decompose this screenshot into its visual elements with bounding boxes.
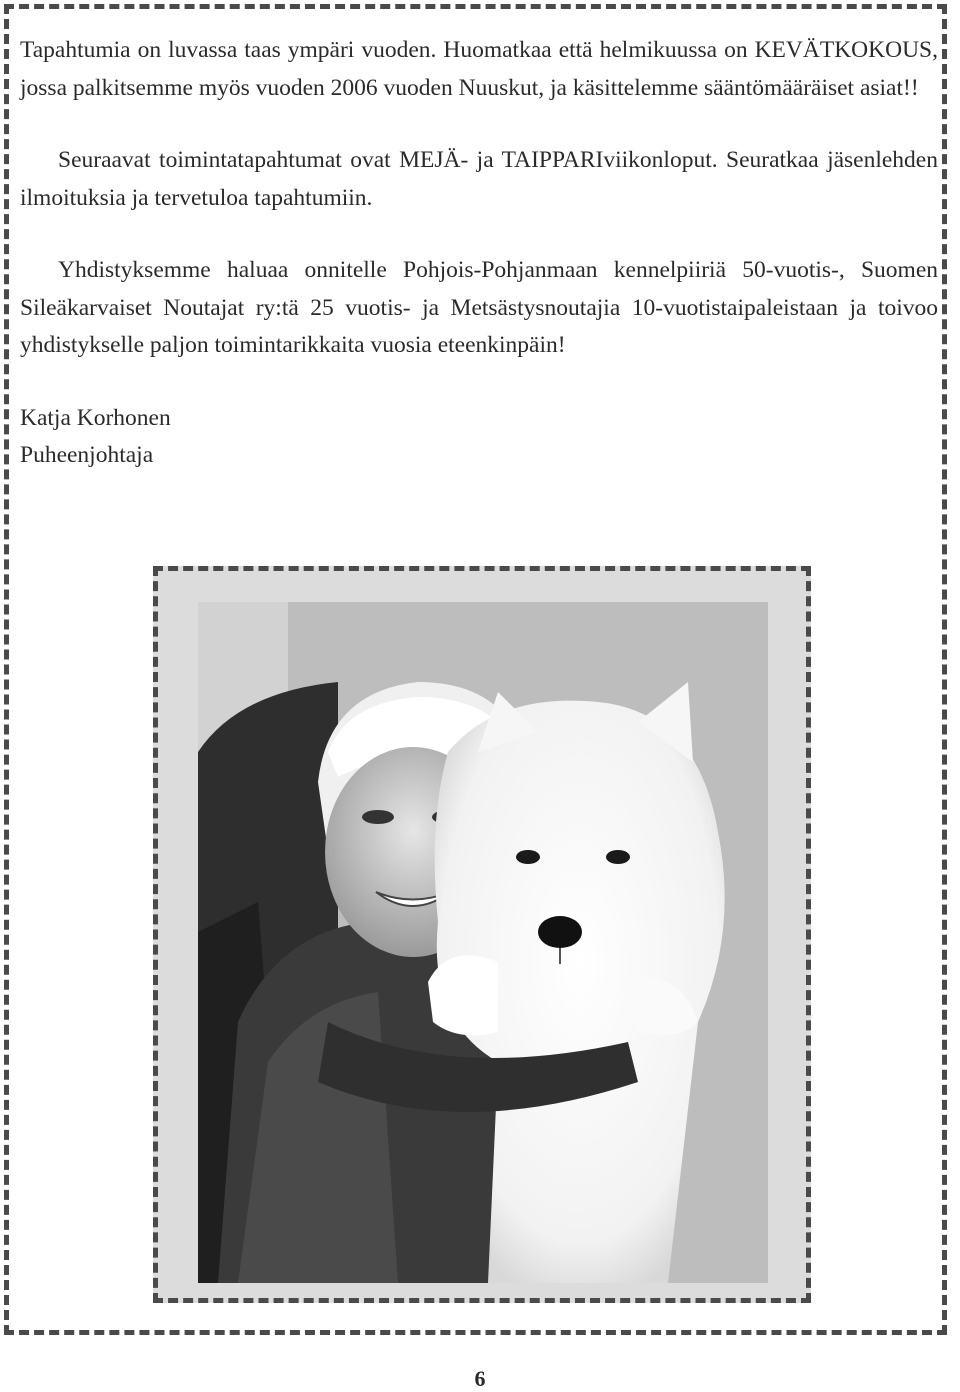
photo-illustration <box>198 602 768 1283</box>
paragraph-weekends: Seuraavat toimintatapahtumat ovat MEJÄ- ja TAIPPARIviikonloput. Seuratkaa jäsenlehden ilmoituksia ja tervetuloa tapahtumiin. <box>20 147 938 211</box>
paragraph-congratulations: Yhdistyksemme haluaa onnitelle Pohjois-Pohjanmaan kennelpiiriä 50-vuotis-, Suomen Sileäkarvaiset Noutajat ry:tä 25 vuotis- ja Metsästysnoutajia 10-vuotistaipaleistaan ja toivoo yhdistykselle paljon toimintarikkaita vuosia eteenkinpäin! <box>20 257 938 358</box>
signature-name: Katja Korhonen <box>20 404 171 431</box>
signature <box>20 400 938 475</box>
signature-title: Puheenjohtaja <box>20 442 154 468</box>
page-number: 6 <box>474 1366 486 1391</box>
article-body <box>20 32 938 475</box>
photo-woman-with-dog <box>198 602 768 1283</box>
paragraph-events: Tapahtumia on luvassa taas ympäri vuoden. Huomatkaa että helmikuussa on KEVÄTKOKOUS, jossa palkitsemme myös vuoden 2006 vuoden Nuuskut, ja käsittelemme sääntömääräiset asiat!! <box>20 37 938 101</box>
